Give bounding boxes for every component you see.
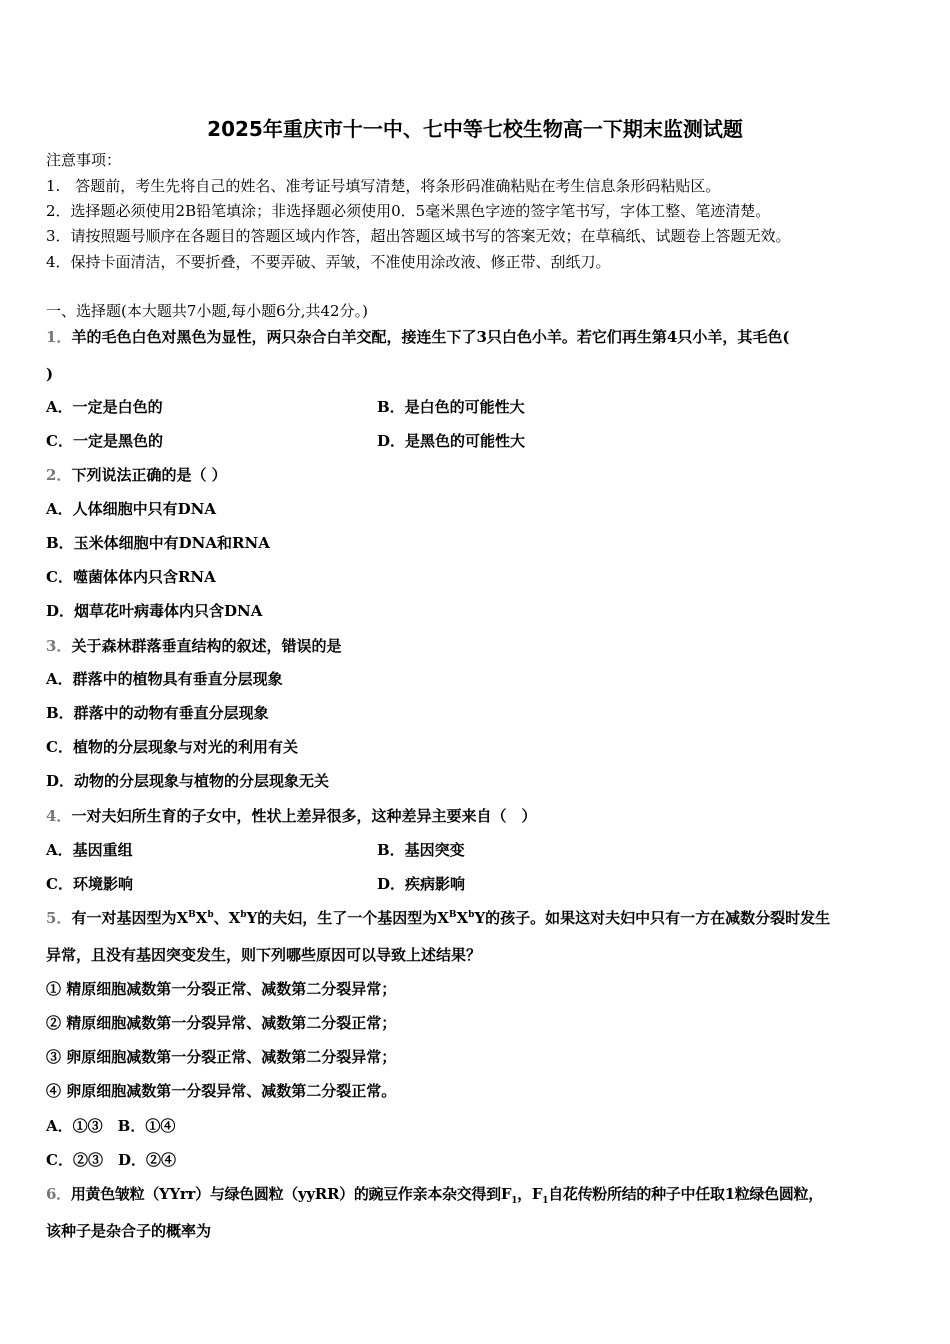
text: X	[456, 909, 469, 927]
sub: 1	[511, 1196, 518, 1206]
page-title: 2025年重庆市十一中、七中等七校生物高一下期末监测试题	[207, 117, 743, 141]
question-text: 关于森林群落垂直结构的叙述，错误的是	[71, 637, 342, 655]
option-b: B．是白色的可能性大	[377, 398, 525, 416]
text: ，F	[517, 1185, 543, 1203]
question-4	[46, 806, 536, 826]
sup: b	[240, 910, 247, 920]
option-c: C．植物的分层现象与对光的利用有关	[46, 738, 298, 756]
option-a: A．一定是白色的	[46, 398, 163, 416]
notice-item: 1. 答题前，考生先将自己的姓名、准考证号填写清楚，将条形码准确粘贴在考生信息条形码粘贴区。	[46, 177, 721, 195]
sup: B	[188, 910, 196, 920]
options-cd: C．②③ D．②④	[46, 1151, 176, 1169]
question-number: 3．	[46, 637, 72, 655]
option-c: C．噬菌体体内只含RNA	[46, 568, 216, 586]
sup: B	[448, 910, 457, 920]
question-text-cont: 异常，且没有基因突变发生，则下列哪些原因可以导致上述结果？	[46, 946, 482, 964]
notice-heading: 注意事项：	[46, 151, 122, 169]
question-6	[46, 1184, 823, 1204]
option-a: A．基因重组	[46, 841, 133, 859]
statement: ② 精原细胞减数第一分裂异常、减数第二分裂正常；	[46, 1014, 397, 1032]
section-heading: 一、选择题(本大题共7小题,每小题6分,共42分。)	[46, 302, 368, 320]
question-number: 2．	[46, 466, 72, 484]
statement: ③ 卵原细胞减数第一分裂正常、减数第二分裂异常；	[46, 1048, 397, 1066]
notice-item: 4．保持卡面清洁，不要折叠，不要弄破、弄皱，不准使用涂改液、修正带、刮纸刀。	[46, 253, 611, 271]
text: Y的孩子。如果这对夫妇中只有一方在减数分裂时发生	[474, 909, 831, 927]
text: 、X	[213, 909, 241, 927]
question-text: 羊的毛色白色对黑色为显性，两只杂合白羊交配，接连生下了3只白色小羊。若它们再生第4只小羊，其毛色(	[71, 328, 790, 346]
question-1	[46, 327, 789, 347]
options-ab: A．①③ B．①④	[46, 1117, 176, 1135]
text: 有一对基因型为X	[71, 909, 189, 927]
sub: 1	[542, 1196, 549, 1206]
question-2	[46, 465, 227, 485]
statement: ④ 卵原细胞减数第一分裂异常、减数第二分裂正常。	[46, 1082, 397, 1100]
text: 用黄色皱粒（YYrr）与绿色圆粒（yyRR）的豌豆作亲本杂交得到F	[70, 1185, 512, 1203]
option-d: D．疾病影响	[377, 875, 466, 893]
text: 自花传粉所结的种子中任取1粒绿色圆粒，	[548, 1185, 823, 1203]
question-number: 1．	[46, 328, 72, 346]
sup: b	[468, 910, 475, 920]
option-b: B．群落中的动物有垂直分层现象	[46, 704, 269, 722]
notice-item: 3．请按照题号顺序在各题目的答题区域内作答，超出答题区域书写的答案无效；在草稿纸、试题卷上答题无效。	[46, 227, 791, 245]
option-b: B．基因突变	[377, 841, 465, 859]
option-a: A．群落中的植物具有垂直分层现象	[46, 670, 283, 688]
option-b: B．玉米体细胞中有DNA和RNA	[46, 534, 270, 552]
text: Y的夫妇，生了一个基因型为X	[246, 909, 449, 927]
question-5	[46, 908, 830, 928]
option-c: C．环境影响	[46, 875, 133, 893]
notice-item: 2．选择题必须使用2B铅笔填涂；非选择题必须使用0．5毫米黑色字迹的签字笔书写，字体工整、笔迹清楚。	[46, 202, 771, 220]
option-d: D．烟草花叶病毒体内只含DNA	[46, 602, 263, 620]
question-number: 6．	[46, 1185, 71, 1203]
question-text-cont: )	[46, 365, 54, 383]
question-text-cont: 该种子是杂合子的概率为	[46, 1222, 212, 1240]
option-d: D．是黑色的可能性大	[377, 432, 526, 450]
option-a: A．人体细胞中只有DNA	[46, 500, 216, 518]
text: X	[195, 909, 208, 927]
question-3	[46, 636, 341, 656]
question-number: 4．	[46, 807, 72, 825]
option-d: D．动物的分层现象与植物的分层现象无关	[46, 772, 330, 790]
sup: b	[207, 910, 214, 920]
question-number: 5．	[46, 909, 72, 927]
statement: ① 精原细胞减数第一分裂正常、减数第二分裂异常；	[46, 980, 397, 998]
question-text: 下列说法正确的是（ ）	[71, 466, 227, 484]
option-c: C．一定是黑色的	[46, 432, 163, 450]
question-text: 一对夫妇所生育的子女中，性状上差异很多，这种差异主要来自（ ）	[71, 807, 537, 825]
